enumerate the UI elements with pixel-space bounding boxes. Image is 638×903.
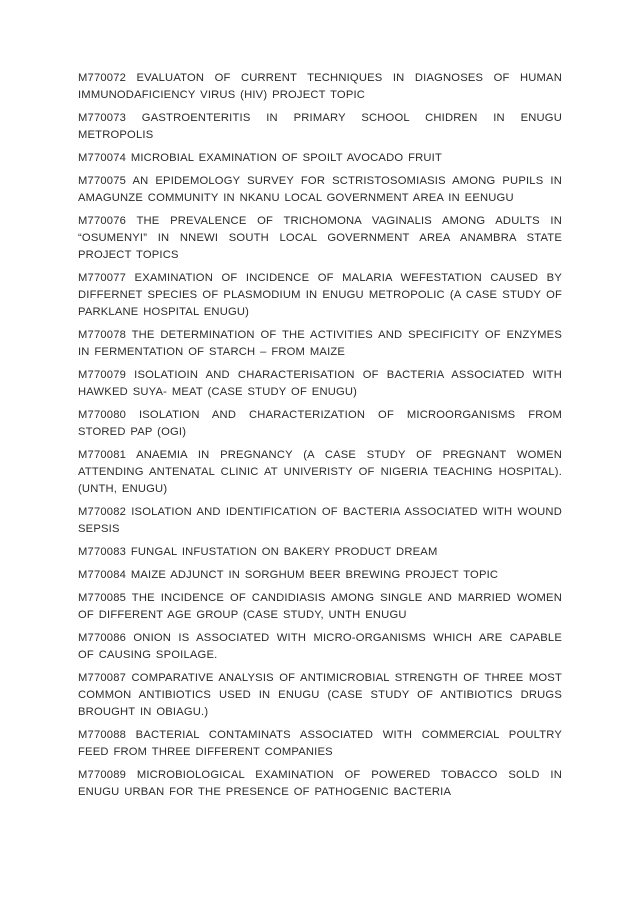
topic-entry-m770081: M770081 ANAEMIA IN PREGNANCY (A CASE STUDY OF PREGNANT WOMEN ATTENDING ANTENATAL CLINIC AT UNIVERISTY OF NIGERIA TEACHING HOSPITAL). (UNTH, ENUGU) xyxy=(78,449,562,495)
topic-entry-m770078: M770078 THE DETERMINATION OF THE ACTIVITIES AND SPECIFICITY OF ENZYMES IN FERMENTATION OF STARCH – FROM MAIZE xyxy=(78,329,562,358)
topic-entry-m770073: M770073 GASTROENTERITIS IN PRIMARY SCHOOL CHIDREN IN ENUGU METROPOLIS xyxy=(78,112,562,141)
topic-entry-m770074: M770074 MICROBIAL EXAMINATION OF SPOILT AVOCADO FRUIT xyxy=(78,152,442,164)
topic-entry-m770088: M770088 BACTERIAL CONTAMINATS ASSOCIATED WITH COMMERCIAL POULTRY FEED FROM THREE DIFFERENT COMPANIES xyxy=(78,729,562,758)
topic-entry-m770076: M770076 THE PREVALENCE OF TRICHOMONA VAGINALIS AMONG ADULTS IN “OSUMENYI” IN NNEWI SOUTH LOCAL GOVERNMENT AREA ANAMBRA STATE PROJECT TOPICS xyxy=(78,215,562,261)
topic-entry-m770089: M770089 MICROBIOLOGICAL EXAMINATION OF POWERED TOBACCO SOLD IN ENUGU URBAN FOR THE PRESENCE OF PATHOGENIC BACTERIA xyxy=(78,769,562,798)
topic-entry-m770087: M770087 COMPARATIVE ANALYSIS OF ANTIMICROBIAL STRENGTH OF THREE MOST COMMON ANTIBIOTICS USED IN ENUGU (CASE STUDY OF ANTIBIOTICS DRUGS BROUGHT IN OBIAGU.) xyxy=(78,672,562,718)
topic-entry-m770072: M770072 EVALUATON OF CURRENT TECHNIQUES IN DIAGNOSES OF HUMAN IMMUNODAFICIENCY VIRUS (HIV) PROJECT TOPIC xyxy=(78,72,562,101)
document-page xyxy=(78,70,562,807)
topic-entry-m770079: M770079 ISOLATIOIN AND CHARACTERISATION OF BACTERIA ASSOCIATED WITH HAWKED SUYA- MEAT (CASE STUDY OF ENUGU) xyxy=(78,369,562,398)
topic-entry-m770086: M770086 ONION IS ASSOCIATED WITH MICRO-ORGANISMS WHICH ARE CAPABLE OF CAUSING SPOILAGE. xyxy=(78,632,562,661)
topic-entry-m770082: M770082 ISOLATION AND IDENTIFICATION OF BACTERIA ASSOCIATED WITH WOUND SEPSIS xyxy=(78,506,562,535)
topic-entry-m770080: M770080 ISOLATION AND CHARACTERIZATION OF MICROORGANISMS FROM STORED PAP (OGI) xyxy=(78,409,562,438)
topic-entry-m770077: M770077 EXAMINATION OF INCIDENCE OF MALARIA WEFESTATION CAUSED BY DIFFERNET SPECIES OF PLASMODIUM IN ENUGU METROPOLIC (A CASE STUDY OF PARKLANE HOSPITAL ENUGU) xyxy=(78,272,562,318)
topic-entry-m770075: M770075 AN EPIDEMOLOGY SURVEY FOR SCTRISTOSOMIASIS AMONG PUPILS IN AMAGUNZE COMMUNITY IN NKANU LOCAL GOVERNMENT AREA IN EENUGU xyxy=(78,175,562,204)
topic-entry-m770085: M770085 THE INCIDENCE OF CANDIDIASIS AMONG SINGLE AND MARRIED WOMEN OF DIFFERENT AGE GROUP (CASE STUDY, UNTH ENUGU xyxy=(78,592,562,621)
topic-entry-m770083: M770083 FUNGAL INFUSTATION ON BAKERY PRODUCT DREAM xyxy=(78,546,438,558)
topic-entry-m770084: M770084 MAIZE ADJUNCT IN SORGHUM BEER BREWING PROJECT TOPIC xyxy=(78,569,499,581)
